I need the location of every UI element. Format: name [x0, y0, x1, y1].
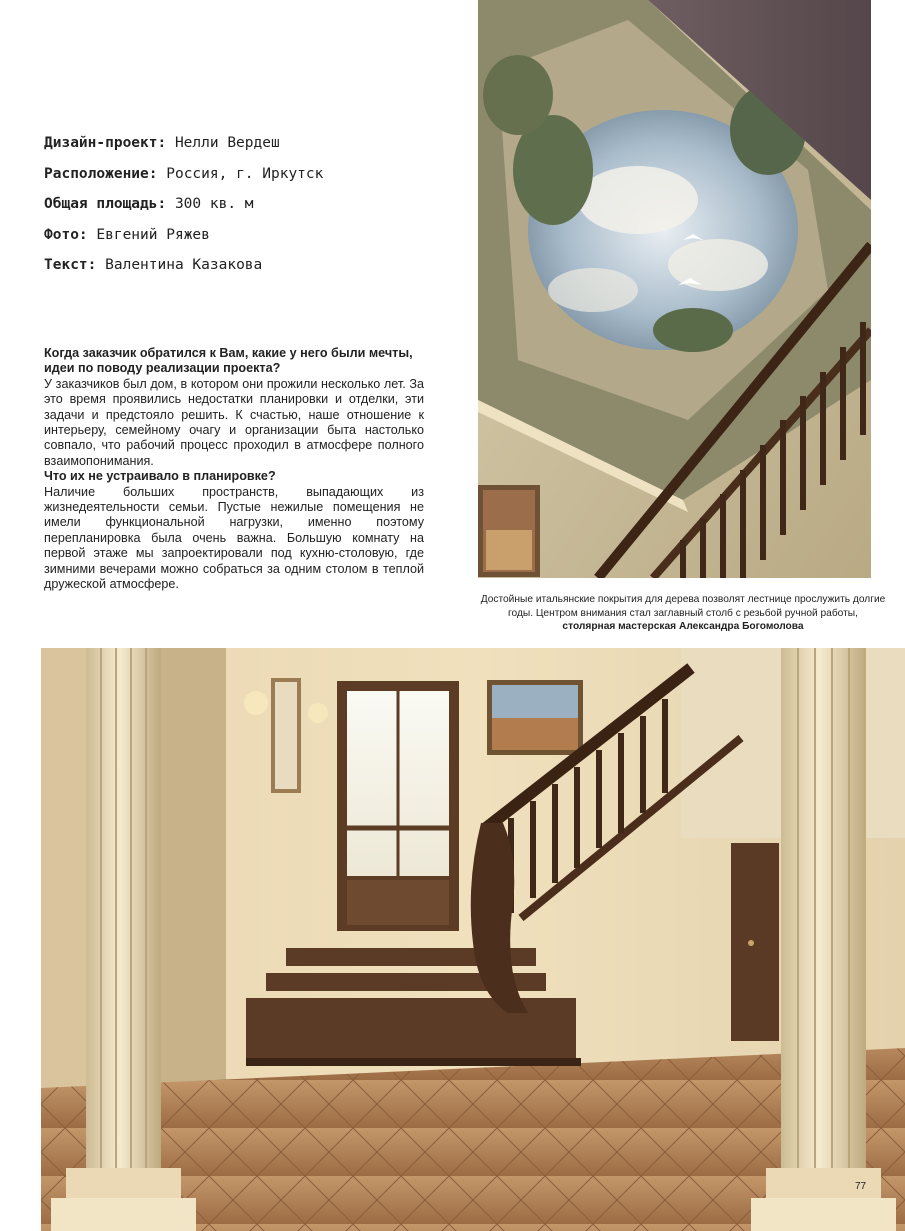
interview-article: [44, 346, 424, 593]
question-2: Что их не устраивало в планировке?: [44, 469, 276, 484]
question-1: Когда заказчик обратился к Вам, какие у него были мечты, идеи по поводу реализации проекта?: [44, 346, 413, 376]
project-credits: [44, 128, 464, 281]
ceiling-staircase-photo: [478, 0, 871, 578]
hall-staircase-photo: [41, 648, 905, 1231]
credit-design: Дизайн-проект: Нелли Вердеш: [44, 135, 280, 151]
page-number: 77: [855, 1181, 867, 1192]
answer-2: Наличие больших пространств, выпадающих из жизнедеятельности семьи. Пустые нежилые помещения не имели функциональной нагрузки, именно поэтому перепланировка была очень важна. Большую комнату на первой этаже мы запроектировали под кухню-столовую, где зимними вечерами можно собраться за одним столом в теплой дружеской атмосфере.: [44, 484, 424, 592]
photo-caption: Достойные итальянские покрытия для дерева позволят лестнице прослужить долгие годы. Центром внимания стал заглавный столб с резьбой ручной работы, столярная мастерская Александра Богомолова: [480, 594, 886, 632]
credit-area: Общая площадь: 300 кв. м: [44, 196, 254, 212]
credit-text: Текст: Валентина Казакова: [44, 257, 263, 273]
credit-photo: Фото: Евгений Ряжев: [44, 226, 210, 243]
credit-location: Расположение: Россия, г. Иркутск: [44, 165, 324, 182]
answer-1: У заказчиков был дом, в котором они прожили несколько лет. За это время проявились недостатки планировки и отделки, эти задачи и предстояло решить. К счастью, наше отношение к интерьеру, семейному очагу и организации быта настолько совпало, что рабочий процесс проходил в атмосфере полного взаимопонимания.: [44, 376, 424, 468]
